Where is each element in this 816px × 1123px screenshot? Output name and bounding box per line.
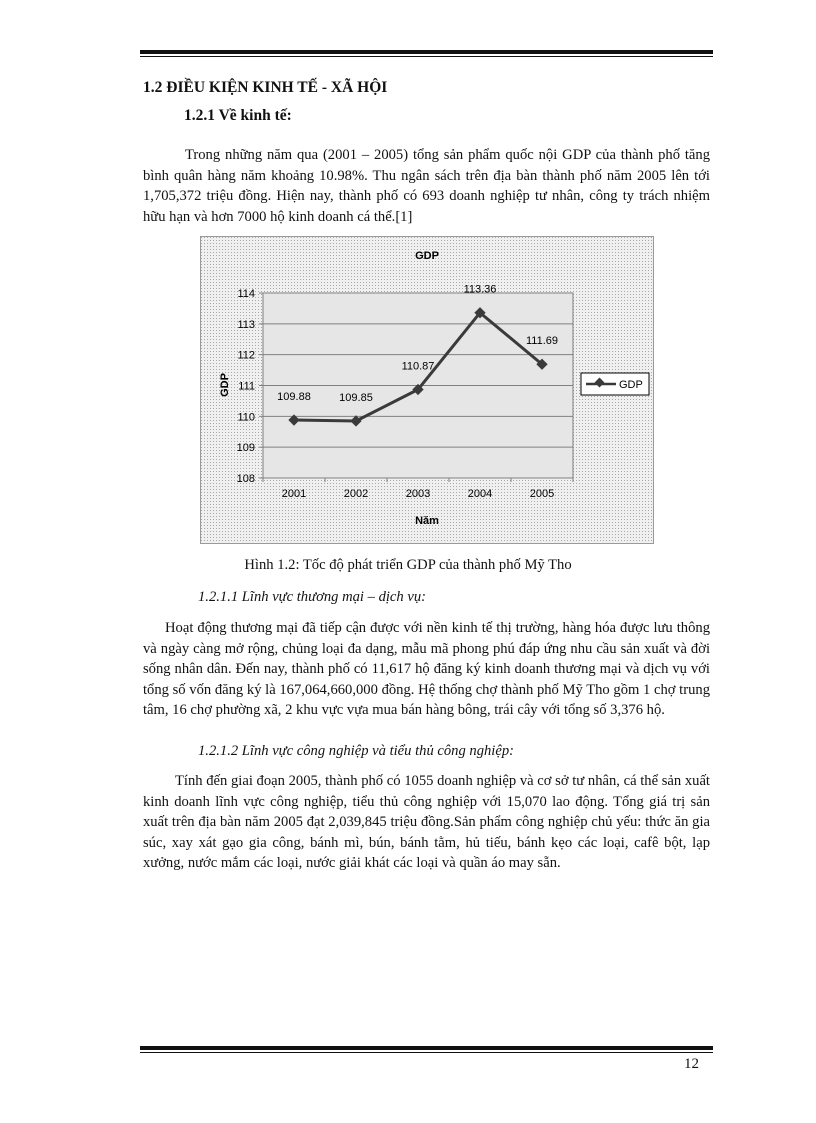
data-label: 109.85 <box>339 391 373 404</box>
figure-caption: Hình 1.2: Tốc độ phát triển GDP của thành phố Mỹ Tho <box>244 557 572 573</box>
header-rule <box>140 50 713 57</box>
y-tick-label: 112 <box>237 349 255 362</box>
intro-paragraph: Trong những năm qua (2001 – 2005) tổng sản phẩm quốc nội GDP của thành phố tăng bình quân hàng năm khoảng 10.98%. Thu ngân sách trên địa bàn thành phố năm 2005 lên tới 1,705,372 triệu đồng. Hiện nay, thành phố có 693 doanh nghiệp tư nhân, công ty trách nhiệm hữu hạn và hơn 7000 hộ kinh doanh cá thể.[1] <box>143 147 710 225</box>
sub-heading: 1.2.1 Về kinh tế: <box>184 107 292 124</box>
y-tick-label: 109 <box>236 442 255 455</box>
subsection-industry-title: 1.2.1.2 Lĩnh vực công nghiệp và tiểu thủ công nghiệp: <box>198 743 514 759</box>
x-tick-label: 2004 <box>467 488 493 500</box>
y-tick-label: 113 <box>237 318 255 331</box>
subsection-trade-title: 1.2.1.1 Lĩnh vực thương mại – dịch vụ: <box>198 589 426 605</box>
x-tick-label: 2002 <box>343 488 369 500</box>
chart-title: GDP <box>415 250 439 262</box>
industry-paragraph: Tính đến giai đoạn 2005, thành phố có 1055 doanh nghiệp và cơ sở tư nhân, cá thể sản xuất kinh doanh lĩnh vực công nghiệp, tiểu thủ công nghiệp với 15,070 lao động. Tổng giá trị sản xuất trên địa bàn năm 2005 đạt 2,039,845 triệu đồng.Sản phẩm công nghiệp chủ yếu: thức ăn gia súc, xay xát gạo gia công, bánh mì, bún, bánh tằm, hủ tiếu, bánh kẹo các loại, cafê bột, lạp xưởng, nước mắm các loại, nước giải khát các loại và quần áo may sẵn. <box>143 773 710 872</box>
x-tick-label: 2001 <box>281 488 307 500</box>
gdp-chart-svg <box>201 237 653 543</box>
y-tick-label: 114 <box>237 288 255 300</box>
gdp-chart <box>200 236 654 544</box>
page-number: 12 <box>684 1056 699 1072</box>
legend-label: GDP <box>619 379 643 391</box>
trade-paragraph: Hoạt động thương mại đã tiếp cận được với nền kinh tế thị trường, hàng hóa được lưu thông và ngày càng mở rộng, chủng loại đa dạng, mẫu mã phong phú đáp ứng nhu cầu sản xuất và đời sống nhân dân. Đến nay, thành phố có 11,617 hộ đăng ký kinh doanh thương mại và dịch vụ với tổng số vốn đăng ký là 167,064,660,000 đồng. Hệ thống chợ thành phố Mỹ Tho gồm 1 chợ trung tâm, 16 chợ phường xã, 2 khu vực vựa mua bán hàng bông, trái cây với tổng số 3,376 hộ. <box>143 620 710 719</box>
data-label: 109.88 <box>277 391 311 404</box>
y-tick-label: 108 <box>236 473 255 485</box>
data-label: 110.87 <box>401 360 435 373</box>
legend <box>581 373 649 395</box>
data-label: 113.36 <box>463 283 497 296</box>
x-axis-label: Năm <box>415 515 439 527</box>
x-tick-label: 2005 <box>529 488 555 500</box>
y-axis-label: GDP <box>219 373 231 397</box>
footer-rule <box>140 1046 713 1053</box>
data-label: 111.69 <box>525 335 559 348</box>
y-tick-label: 110 <box>237 411 255 424</box>
section-heading: 1.2 ĐIỀU KIỆN KINH TẾ - XÃ HỘI <box>143 79 388 96</box>
x-tick-label: 2003 <box>405 488 431 500</box>
y-tick-label: 111 <box>238 380 255 393</box>
